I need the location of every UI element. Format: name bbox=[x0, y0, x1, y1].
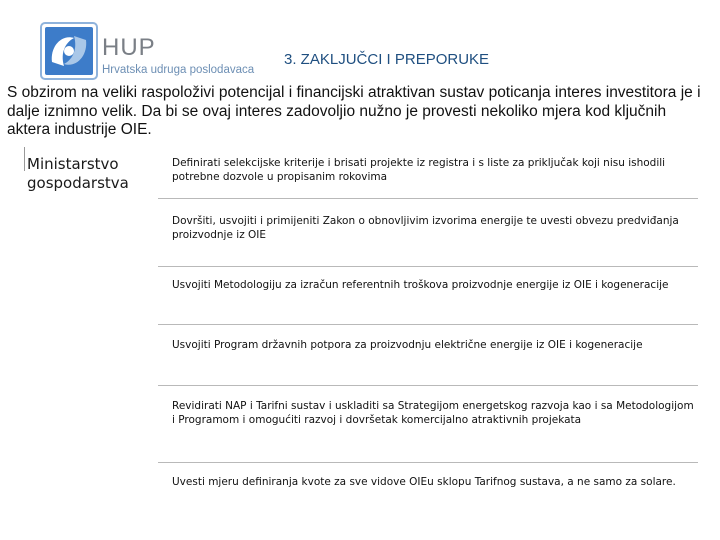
list-item bbox=[158, 475, 698, 489]
list-item-text: Usvojiti Metodologiju za izračun referentnih troškova proizvodnje energije iz OIE i kogeneracije bbox=[172, 279, 669, 291]
hup-logo-icon bbox=[40, 22, 98, 80]
divider bbox=[158, 462, 698, 463]
list-item bbox=[158, 338, 698, 352]
ministry-label-text: Ministarstvo gospodarstva bbox=[27, 155, 129, 192]
ministry-label bbox=[27, 155, 147, 193]
list-item bbox=[158, 278, 698, 292]
brand-subtitle: Hrvatska udruga poslodavaca bbox=[102, 64, 255, 76]
divider bbox=[158, 385, 698, 386]
list-item bbox=[158, 156, 698, 184]
list-item-text: Uvesti mjeru definiranja kvote za sve vidove OIEu sklopu Tarifnog sustava, a ne samo za solare. bbox=[172, 476, 676, 488]
list-item-text: Revidirati NAP i Tarifni sustav i uskladiti sa Strategijom energetskog razvoja kao i sa Metodologijom i Programom i omogućiti razvoj i dovršetak komercijalno atraktivnih projekata bbox=[172, 400, 694, 426]
list-item-text: Dovršiti, usvojiti i primijeniti Zakon o obnovljivim izvorima energije te uvesti obvezu predviđanja proizvodnje iz OIE bbox=[172, 215, 679, 241]
divider bbox=[158, 266, 698, 267]
divider bbox=[158, 324, 698, 325]
brand bbox=[102, 36, 254, 76]
list-item bbox=[158, 214, 698, 242]
page-title: 3. ZAKLJUČCI I PREPORUKE bbox=[284, 51, 490, 68]
left-divider bbox=[24, 147, 25, 171]
list-item bbox=[158, 399, 698, 427]
list-item-text: Usvojiti Program državnih potpora za proizvodnju električne energije iz OIE i kogeneracije bbox=[172, 339, 643, 351]
list-item-text: Definirati selekcijske kriterije i brisati projekte iz registra i s liste za priključak koji nisu ishodili potrebne dozvole u propisanim rokovima bbox=[172, 157, 666, 183]
divider bbox=[158, 198, 698, 199]
intro-paragraph: S obzirom na veliki raspoloživi potencijal i financijski atraktivan sustav poticanja interes investitora je i dalje iznimno velik. Da bi se ovaj interes zadovoljio nužno je provesti nekoliko mjera kod ključnih aktera industrije OIE. bbox=[7, 84, 701, 138]
brand-name: HUP bbox=[102, 34, 156, 61]
